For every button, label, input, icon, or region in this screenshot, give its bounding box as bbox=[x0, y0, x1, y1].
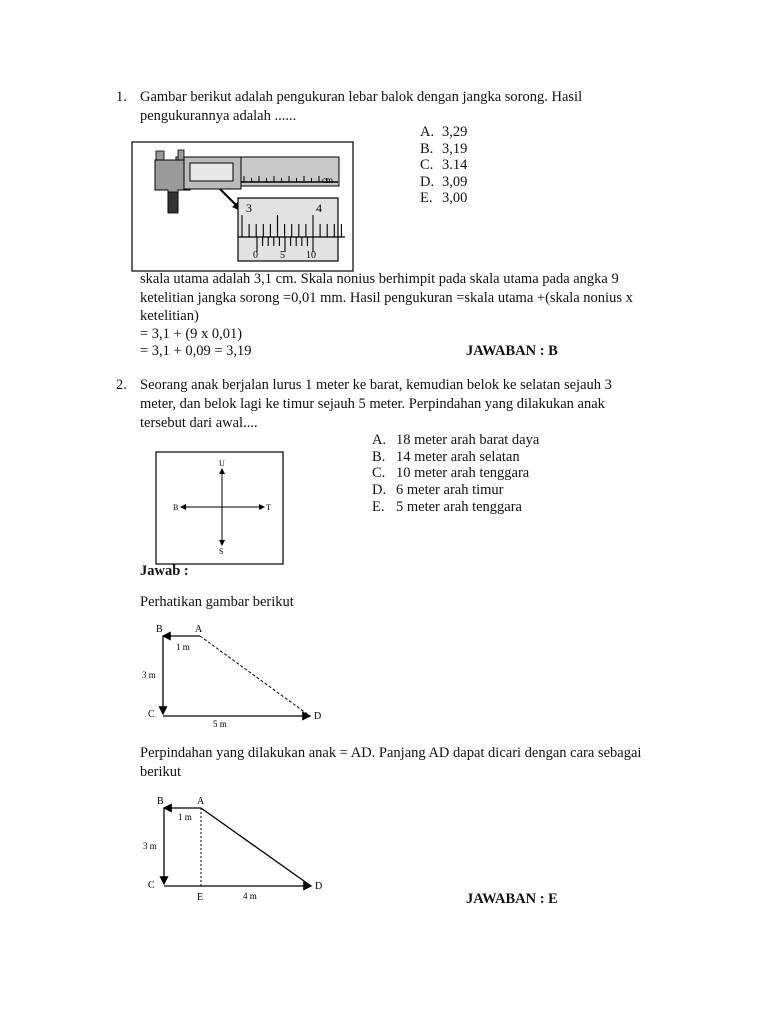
q2-answer: JAWABAN : E bbox=[466, 891, 558, 907]
d1-label-c: C bbox=[148, 709, 155, 720]
q2-jawab: Jawab : bbox=[140, 563, 189, 579]
q1-explanation-line3: ketelitian) bbox=[140, 308, 199, 324]
q2-number: 2. bbox=[116, 377, 127, 393]
d2-label-d: D bbox=[315, 881, 323, 892]
q2-perpindahan-line1: Perpindahan yang dilakukan anak = AD. Panjang AD dapat dicari dengan cara sebagai bbox=[140, 745, 642, 761]
q1-text-line2: pengukurannya adalah ...... bbox=[140, 108, 297, 124]
d2-label-e: E bbox=[197, 892, 204, 903]
q2-option-d-letter: D. bbox=[372, 482, 387, 498]
q1-option-a-text: 3,29 bbox=[442, 124, 468, 140]
d2-label-c: C bbox=[148, 880, 155, 891]
d1-label-a: A bbox=[195, 624, 203, 635]
q1-option-e-letter: E. bbox=[420, 190, 433, 206]
d2-label-a: A bbox=[197, 796, 205, 807]
q2-option-e-letter: E. bbox=[372, 499, 385, 515]
q2-option-d-text: 6 meter arah timur bbox=[396, 482, 504, 498]
d2-label-bc: 3 m bbox=[143, 841, 157, 851]
q1-option-d-text: 3,09 bbox=[442, 174, 468, 190]
d1-label-ba: 1 m bbox=[176, 642, 190, 652]
q1-explanation-line1: skala utama adalah 3,1 cm. Skala nonius berhimpit pada skala utama pada angka 9 bbox=[140, 271, 619, 287]
d2-label-ed: 4 m bbox=[243, 891, 257, 901]
zoom-main-label-4: 4 bbox=[316, 201, 322, 215]
q2-option-b-text: 14 meter arah selatan bbox=[396, 449, 520, 465]
compass-west-label: B bbox=[173, 503, 179, 512]
q1-option-c-letter: C. bbox=[420, 157, 434, 173]
compass-north-label: U bbox=[219, 459, 225, 468]
q2-option-a-text: 18 meter arah barat daya bbox=[396, 432, 540, 448]
q2-text-line1: Seorang anak berjalan lurus 1 meter ke barat, kemudian belok ke selatan sejauh 3 bbox=[140, 377, 612, 393]
q1-option-c-text: 3.14 bbox=[442, 157, 468, 173]
caliper-unit-label: cm bbox=[322, 175, 333, 185]
q1-answer: JAWABAN : B bbox=[466, 343, 558, 359]
compass-east-label: T bbox=[266, 503, 271, 512]
q1-number: 1. bbox=[116, 89, 127, 105]
q1-explanation-line5: = 3,1 + 0,09 = 3,19 bbox=[140, 343, 252, 359]
q1-option-a-letter: A. bbox=[420, 124, 435, 140]
zoom-vernier-label-5: 5 bbox=[280, 250, 285, 261]
q1-explanation-line4: = 3,1 + (9 x 0,01) bbox=[140, 326, 243, 342]
d2-label-ba: 1 m bbox=[178, 812, 192, 822]
q1-option-d-letter: D. bbox=[420, 174, 435, 190]
q2-perhatikan: Perhatikan gambar berikut bbox=[140, 594, 294, 610]
q1-option-b-letter: B. bbox=[420, 141, 434, 157]
d1-label-cd: 5 m bbox=[213, 719, 227, 729]
q2-option-b-letter: B. bbox=[372, 449, 386, 465]
q2-text-line2: meter, dan belok lagi ke timur sejauh 5 meter. Perpindahan yang dilakukan anak bbox=[140, 396, 605, 412]
d1-label-d: D bbox=[314, 711, 322, 722]
q2-text-line3: tersebut dari awal.... bbox=[140, 415, 258, 431]
q2-option-c-text: 10 meter arah tenggara bbox=[396, 465, 530, 481]
q2-option-c-letter: C. bbox=[372, 465, 386, 481]
zoom-vernier-label-0: 0 bbox=[253, 250, 258, 261]
d1-label-bc: 3 m bbox=[142, 670, 156, 680]
q2-perpindahan-line2: berikut bbox=[140, 764, 182, 780]
q1-text-line1: Gambar berikut adalah pengukuran lebar balok dengan jangka sorong. Hasil bbox=[140, 89, 583, 105]
zoom-main-label-3: 3 bbox=[246, 201, 252, 215]
q1-option-b-text: 3,19 bbox=[442, 141, 468, 157]
compass-south-label: S bbox=[219, 547, 224, 556]
q2-option-a-letter: A. bbox=[372, 432, 387, 448]
d1-label-b: B bbox=[156, 624, 163, 635]
zoom-vernier-label-10: 10 bbox=[306, 250, 316, 261]
q1-option-e-text: 3,00 bbox=[442, 190, 468, 206]
q1-explanation-line2: ketelitian jangka sorong =0,01 mm. Hasil pengukuran =skala utama +(skala nonius x bbox=[140, 290, 633, 306]
q2-option-e-text: 5 meter arah tenggara bbox=[396, 499, 522, 515]
d2-label-b: B bbox=[157, 796, 164, 807]
